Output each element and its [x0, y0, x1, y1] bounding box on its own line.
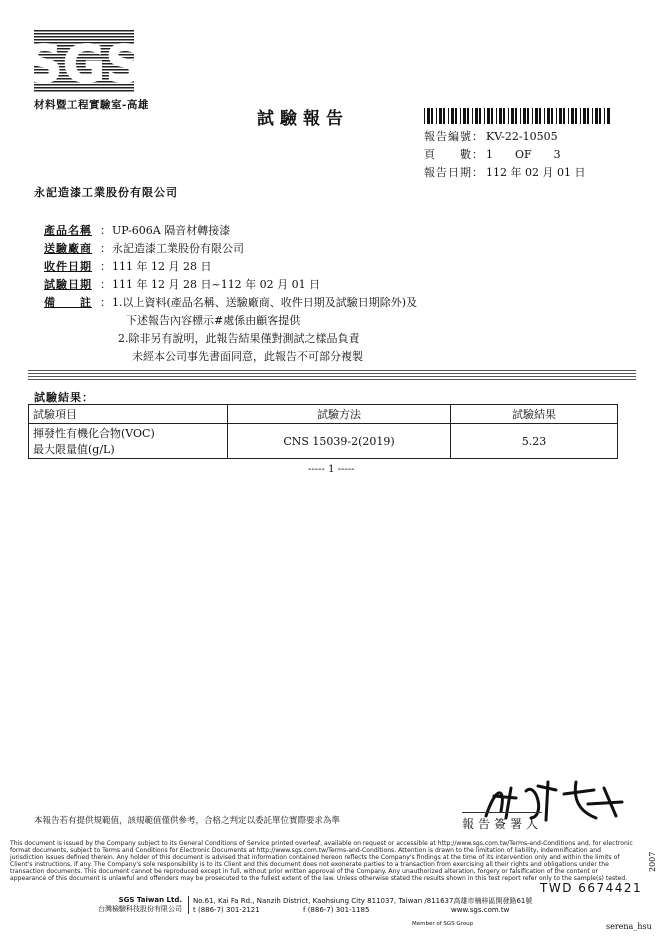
barcode-bar [607, 108, 610, 124]
remark-2a: 2.除非另有說明，此報告結果僅對測試之樣品負責 [118, 332, 360, 345]
barcode-bar [467, 108, 469, 124]
barcode-bar [443, 108, 445, 124]
report-date-value: 112 年 02 月 01 日 [486, 166, 586, 179]
lab-name: 材料暨工程實驗室-高雄 [34, 99, 149, 111]
report-date-label: 報告日期： [424, 166, 484, 179]
product-row: 產品名稱 ：UP-606A 隔音材轉接漆 [44, 224, 231, 237]
received-label: 收件日期 [44, 260, 92, 273]
disclaimer: 本報告若有提供規範值，該規範值僅供參考，合格之判定以委託單位實際要求為準 [34, 816, 341, 826]
received-row: 收件日期 ：111 年 12 月 28 日 [44, 260, 212, 273]
report-number [424, 128, 558, 144]
barcode-bar [431, 108, 433, 124]
barcode-bar [511, 108, 514, 124]
report-number-label: 報告編號： [424, 130, 484, 143]
barcode-bar [535, 108, 538, 124]
fine-print: This document is issued by the Company subject to its General Conditions of Service printed overleaf, available on request or accessible at http://www.sgs.com.tw/Terms-and-Conditions and, for electronic format documents, subject to Terms and Conditions for Electronic Documents at http://www.sgs.com.tw/Terms-and-Conditions. Attention is drawn to the limitation of liability, indemnification and jurisdiction issues defined therein. Any holder of this document is advised that information contained hereon reflects the Company's findings at the time of its intervention only and within the limits of Client's instructions, if any. The Company's sole responsibility is to its Client and this document does not exonerate parties to a transaction from exercising all their rights and obligations under the transaction documents. This document cannot be reproduced except in full, without prior written approval of the Company. Any unauthorized alteration, forgery or falsification of the content or appearance of this document is unlawful and offenders may be prosecuted to the fullest extent of the law. Unless otherwise stated the results shown in this test report refer only to the sample(s) tested. [10, 840, 633, 883]
barcode-bar [487, 108, 490, 124]
barcode-bar [491, 108, 493, 124]
barcode-bar [520, 108, 521, 124]
barcode-bar [544, 108, 545, 124]
remark-1b: 下述報告內容標示#處係由顧客提供 [126, 314, 301, 327]
results-heading: 試驗結果： [34, 391, 94, 404]
remark-1a: 1.以上資料(產品名稱、送驗廠商、收件日期及試驗日期除外)及 [112, 296, 418, 309]
twd-number: TWD 6674421 [540, 881, 643, 895]
test-result-cell: 5.23 [451, 424, 618, 459]
barcode [424, 108, 610, 124]
barcode-bar [479, 108, 481, 124]
barcode-bar [571, 108, 574, 124]
logo-text: SGS [25, 35, 143, 95]
barcode-bar [496, 108, 497, 124]
barcode-bar [592, 108, 593, 124]
barcode-bar [583, 108, 586, 124]
footer-phone: t (886-7) 301-2121 [193, 906, 260, 914]
barcode-bar [455, 108, 457, 124]
barcode-bar [427, 108, 430, 124]
barcode-bar [472, 108, 473, 124]
submitter-label: 送驗廠商 [44, 242, 92, 255]
barcode-bar [532, 108, 533, 124]
barcode-bar [463, 108, 466, 124]
footer-member: Member of SGS Group [412, 921, 474, 927]
barcode-bar [527, 108, 529, 124]
results-table [28, 404, 618, 459]
barcode-bar [539, 108, 541, 124]
barcode-bar [604, 108, 605, 124]
barcode-bar [439, 108, 442, 124]
barcode-bar [508, 108, 509, 124]
barcode-bar [556, 108, 557, 124]
test-item-line2: 最大限量值(g/L) [33, 443, 115, 456]
operator-initials: serena_hsu [606, 922, 652, 931]
remark-2b: 未經本公司事先書面同意，此報告不可部分複製 [132, 350, 363, 363]
barcode-bar [499, 108, 502, 124]
signer-label: 報告簽署人 [462, 812, 542, 832]
barcode-bar [575, 108, 577, 124]
table-row [29, 424, 618, 459]
footer-company-en: SGS Taiwan Ltd. [118, 896, 182, 904]
barcode-bar [599, 108, 601, 124]
product-value: UP-606A 隔音材轉接漆 [112, 224, 231, 237]
test-item-cell [29, 424, 228, 459]
col-method-header: 試驗方法 [228, 405, 451, 424]
separator-line [28, 376, 636, 380]
footer-web: www.sgs.com.tw [451, 906, 510, 914]
barcode-bar [424, 108, 425, 124]
barcode-bar [484, 108, 485, 124]
form-year: 2007 [648, 851, 657, 872]
barcode-bar [475, 108, 478, 124]
received-value: 111 年 12 月 28 日 [112, 260, 212, 273]
barcode-bar [460, 108, 461, 124]
submitter-row: 送驗廠商 ：永記造漆工業股份有限公司 [44, 242, 244, 255]
col-item-header: 試驗項目 [29, 405, 228, 424]
footer-fax: f (886-7) 301-1185 [303, 906, 370, 914]
footer-address: No.61, Kai Fa Rd., Nanzih District, Kaohsiung City 811037, Taiwan /811637高雄市楠梓區開發路61號 [193, 897, 533, 905]
page-count-label: 頁 數： [424, 148, 484, 161]
barcode-bar [547, 108, 550, 124]
barcode-bar [515, 108, 517, 124]
barcode-bar [563, 108, 565, 124]
test-method-cell: CNS 15039-2(2019) [228, 424, 451, 459]
sgs-logo [25, 30, 143, 95]
barcode-bar [448, 108, 449, 124]
barcode-bar [559, 108, 562, 124]
footer-company-zh: 台灣檢驗科技股份有限公司 [98, 905, 182, 913]
page-marker: ----- 1 ----- [308, 464, 355, 475]
test-item-line1: 揮發性有機化合物(VOC) [33, 427, 155, 440]
barcode-bar [436, 108, 437, 124]
submitter-value: 永記造漆工業股份有限公司 [112, 242, 244, 255]
barcode-bar [551, 108, 553, 124]
barcode-bar [503, 108, 505, 124]
footer [70, 896, 630, 914]
table-header-row [29, 405, 618, 424]
client-name: 永記造漆工業股份有限公司 [34, 186, 178, 199]
product-label: 產品名稱 [44, 224, 92, 237]
test-date-row: 試驗日期 ：111 年 12 月 28 日~112 年 02 月 01 日 [44, 278, 321, 291]
col-result-header: 試驗結果 [451, 405, 618, 424]
barcode-bar [568, 108, 569, 124]
barcode-bar [451, 108, 454, 124]
barcode-bar [587, 108, 589, 124]
report-date [424, 164, 585, 180]
remarks-label: 備 註 [44, 296, 92, 309]
barcode-bar [523, 108, 526, 124]
remarks-row: 備 註 ：1.以上資料(產品名稱、送驗廠商、收件日期及試驗日期除外)及 [44, 296, 418, 309]
page-count-value: 1 OF 3 [486, 148, 561, 161]
page-count [424, 146, 561, 162]
report-number-value: KV-22-10505 [486, 130, 558, 143]
separator-line [28, 370, 636, 374]
report-title: 試驗報告 [257, 109, 349, 129]
barcode-bar [595, 108, 598, 124]
test-date-value: 111 年 12 月 28 日~112 年 02 月 01 日 [112, 278, 321, 291]
barcode-bar [580, 108, 581, 124]
test-date-label: 試驗日期 [44, 278, 92, 291]
